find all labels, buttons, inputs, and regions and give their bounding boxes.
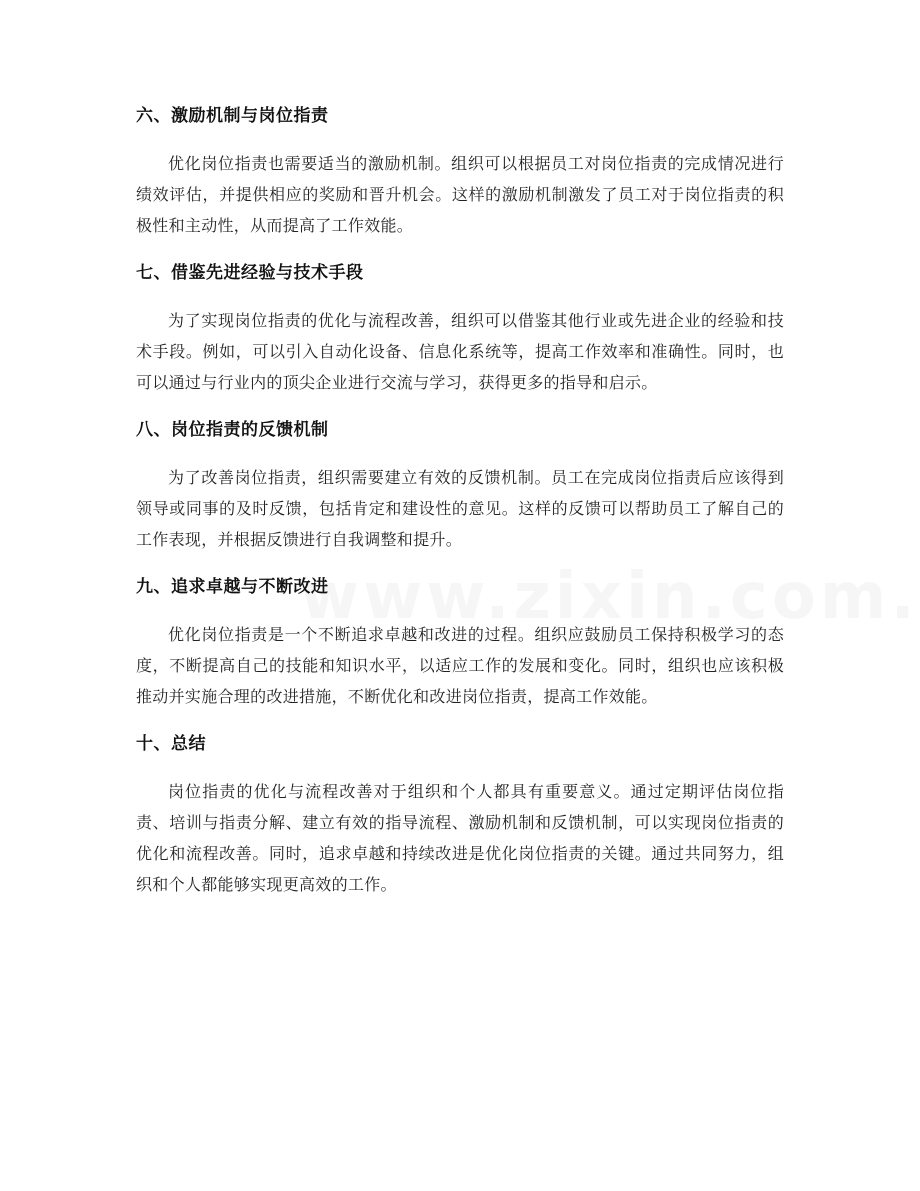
section-6	[136, 104, 784, 241]
section-heading: 八、岗位指责的反馈机制	[136, 420, 329, 440]
section-7	[136, 261, 784, 398]
section-9	[136, 575, 784, 712]
section-paragraph: 岗位指责的优化与流程改善对于组织和个人都具有重要意义。通过定期评估岗位指责、培训与指责分解、建立有效的指导流程、激励机制和反馈机制，可以实现岗位指责的优化和流程改善。同时，追求卓越和持续改进是优化岗位指责的关键。通过共同努力，组织和个人都能够实现更高效的工作。	[136, 782, 784, 894]
section-heading: 六、激励机制与岗位指责	[136, 106, 329, 126]
document-page	[136, 104, 784, 920]
section-8	[136, 418, 784, 555]
section-heading: 七、借鉴先进经验与技术手段	[136, 263, 364, 283]
section-paragraph: 为了改善岗位指责，组织需要建立有效的反馈机制。员工在完成岗位指责后应该得到领导或同事的及时反馈，包括肯定和建设性的意见。这样的反馈可以帮助员工了解自己的工作表现，并根据反馈进行自我调整和提升。	[136, 468, 784, 549]
section-paragraph: 优化岗位指责也需要适当的激励机制。组织可以根据员工对岗位指责的完成情况进行绩效评估，并提供相应的奖励和晋升机会。这样的激励机制激发了员工对于岗位指责的积极性和主动性，从而提高了工作效能。	[136, 154, 784, 235]
section-heading: 十、总结	[136, 734, 206, 754]
section-heading: 九、追求卓越与不断改进	[136, 577, 329, 597]
section-paragraph: 优化岗位指责是一个不断追求卓越和改进的过程。组织应鼓励员工保持积极学习的态度，不断提高自己的技能和知识水平，以适应工作的发展和变化。同时，组织也应该积极推动并实施合理的改进措施，不断优化和改进岗位指责，提高工作效能。	[136, 625, 784, 706]
section-10	[136, 732, 784, 900]
section-paragraph: 为了实现岗位指责的优化与流程改善，组织可以借鉴其他行业或先进企业的经验和技术手段。例如，可以引入自动化设备、信息化系统等，提高工作效率和准确性。同时，也可以通过与行业内的顶尖企业进行交流与学习，获得更多的指导和启示。	[136, 311, 784, 392]
